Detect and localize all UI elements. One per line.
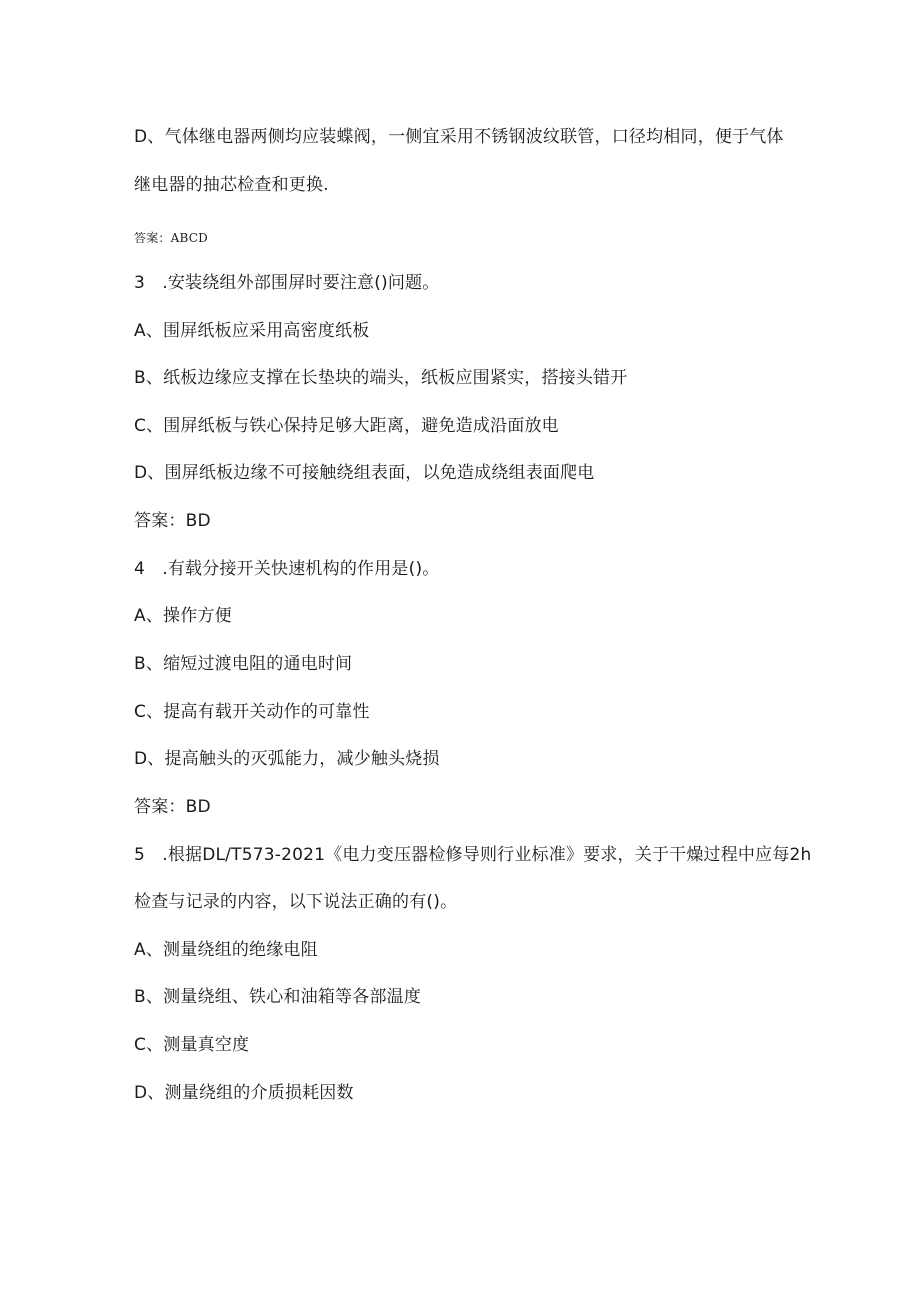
q2-option-d-line-1: D、气体继电器两侧均应装蝶阀，一侧宜采用不锈钢波纹联管，口径均相同，便于气体 [134, 127, 784, 147]
q5-option-b: B、测量绕组、铁心和油箱等各部温度 [134, 987, 422, 1007]
q3-answer: 答案：BD [134, 511, 211, 531]
q5-option-c: C、测量真空度 [134, 1035, 250, 1055]
q3-option-a: A、围屏纸板应采用高密度纸板 [134, 321, 370, 341]
q4-option-a: A、操作方便 [134, 606, 232, 626]
q5-question-line-1: 5 .根据DL/T573-2021《电力变压器检修导则行业标准》要求，关于干燥过程中应每2h [134, 845, 812, 865]
q5-option-d: D、测量绕组的介质损耗因数 [134, 1083, 354, 1103]
q5-option-a: A、测量绕组的绝缘电阻 [134, 940, 318, 960]
q5-question-line-2: 检查与记录的内容，以下说法正确的有()。 [134, 892, 458, 912]
q4-option-b: B、缩短过渡电阻的通电时间 [134, 654, 353, 674]
q2-answer: 答案：ABCD [134, 231, 208, 245]
q3-question: 3 .安装绕组外部围屏时要注意()问题。 [134, 273, 440, 293]
q4-option-c: C、提高有载开关动作的可靠性 [134, 702, 370, 722]
q3-option-c: C、围屏纸板与铁心保持足够大距离，避免造成沿面放电 [134, 416, 559, 436]
q4-question: 4 .有载分接开关快速机构的作用是()。 [134, 559, 440, 579]
q4-option-d: D、提高触头的灭弧能力，减少触头烧损 [134, 749, 440, 769]
q3-option-b: B、纸板边缘应支撑在长垫块的端头，纸板应围紧实，搭接头错开 [134, 368, 628, 388]
q2-option-d-line-2: 继电器的抽芯检查和更换. [134, 175, 329, 195]
q3-option-d: D、围屏纸板边缘不可接触绕组表面，以免造成绕组表面爬电 [134, 463, 595, 483]
q4-answer: 答案：BD [134, 797, 211, 817]
